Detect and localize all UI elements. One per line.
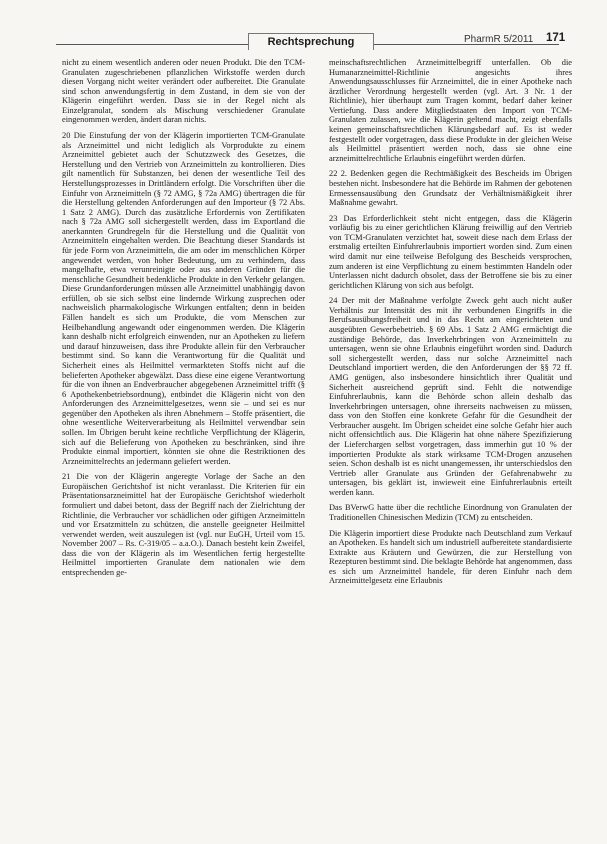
journal-citation: PharmR 5/2011 xyxy=(464,34,534,45)
paragraph: Das BVerwG hatte über die rechtliche Einordnung von Granulaten der Traditionellen Chinesischen Medizin (TCM) zu entscheiden. xyxy=(329,503,572,523)
body-columns xyxy=(62,58,572,833)
paragraph: 20 Die Einstufung der von der Klägerin importierten TCM-Granulate als Arzneimittel und nicht lediglich als Vorprodukte zu einem Arzneimittel gebietet auch der Schutzzweck des Gesetzes, die Herstellung und den Vertrieb von Arzneimitteln zu kontrollieren. Dies gilt namentlich für Substanzen, bei denen der wesentliche Teil des Herstellungsprozesses in Drittländern erfolgt. Die Vorschriften über die Einfuhr von Arzneimitteln (§ 72 AMG, § 72a AMG) übertragen die für die Herstellung geltenden Anforderungen auf den Importeur (§ 72 Abs. 1 Satz 2 AMG). Durch das zusätzliche Erfordernis von Zertifikaten nach § 72a AMG soll sichergestellt werden, dass im Exportland die anerkannten Grundregeln für die Herstellung und die Qualität von Arzneimitteln eingehalten werden. Die Beachtung dieser Standards ist für jede Form von Arzneimitteln, die am oder im menschlichen Körper angewendet werden, von hoher Bedeutung, um zu verhindern, dass mangelhafte, etwa verunreinigte oder aus anderen Gründen für die menschliche Gesundheit bedenkliche Produkte in den Verkehr gelangen. Diese Grundanforderungen müssen alle Arzneimittel unabhängig davon erfüllen, ob sie sich selbst eine lindernde Wirkung zusprechen oder nachweislich pharmakologische Wirkungen entfalten; denn in beiden Fällen handelt es sich um Produkte, die vom Menschen zur Heilbehandlung angewandt oder eingenommen werden. Die Klägerin kann deshalb nicht erfolgreich einwenden, nur an Apotheken zu liefern und darauf hinzuweisen, dass ihre Produkte allein für den Verbraucher bestimmt sind. So kann die Verantwortung für die Qualität und Sicherheit eines als Heilmittel vermarkteten Stoffs nicht auf die belieferten Apotheker abgewälzt. Dass diese eine eigene Verantwortung für die von ihnen an Endverbraucher abgegebenen Arzneimittel trifft (§ 6 Apothekenbetriebsordnung), entbindet die Klägerin nicht von den Anforderungen des Arzneimittelgesetzes, wenn sie – und sei es nur gegenüber den Apotheken als ihren Abnehmern – Stoffe präsentiert, die ohne wesentliche Weiterverarbeitung als Heilmittel verwendbar sein sollen. Im Übrigen beruht keine rechtliche Verpflichtung der Klägerin, sich auf die Belieferung von Apotheken zu beschränken, sind ihre Produkte einmal importiert, könnten sie ohne die Restriktionen des Arzneimittelrechts an jedermann geliefert werden. xyxy=(62,131,305,466)
page-header xyxy=(0,28,607,50)
paragraph: 24 Der mit der Maßnahme verfolgte Zweck geht auch nicht außer Verhältnis zur Intensität des mit ihr verbundenen Eingriffs in die Berufsausübungsfreiheit und in das Recht am eingerichteten und ausgeübten Gewerbebetrieb. § 69 Abs. 1 Satz 2 AMG ermächtigt die zuständige Behörde, das Inverkehrbringen von Arzneimitteln zu untersagen, wenn sie ohne Erlaubnis eingeführt worden sind. Dadurch soll sichergestellt werden, dass nur solche Arzneimittel nach Deutschland importiert werden, die den Anforderungen der §§ 72 ff. AMG genügen, also insbesondere hinsichtlich ihrer Qualität und Sicherheit ausreichend geprüft sind. Fehlt die notwendige Einfuhrerlaubnis, kann die Behörde schon allein deshalb das Inverkehrbringen untersagen, ohne ihrerseits nachweisen zu müssen, dass von den Stoffen eine konkrete Gefahr für die Gesundheit der Verbraucher ausgeht. Im Übrigen scheidet eine solche Gefahr hier auch nicht offensichtlich aus. Die Klägerin hat ohne nähere Spezifizierung der Lieferchargen selbst vorgetragen, dass immerhin gut 10 % der importierten Produkte als stark wirksame TCM-Drogen anzusehen seien. Schon deshalb ist es nicht unangemessen, ihr unterschiedslos den Vertrieb aller Granulate aus Gründen der Gefahrenabwehr zu untersagen, bis geklärt ist, inwieweit eine Einfuhrerlaubnis erteilt werden kann. xyxy=(329,296,572,497)
paragraph: 23 Das Erforderlichkeit steht nicht entgegen, dass die Klägerin vorläufig bis zu einer gerichtlichen Klärung freiwillig auf den Vertrieb von TCM-Granulaten verzichtet hat, soweit diese nach dem Erlass der erstmalig erteilten Einfuhrerlaubnis importiert worden sind. Zum einen wird damit nur eine teilweise Befolgung des Bescheids versprochen, zum anderen ist eine Verpflichtung zu einem bestimmten Handeln oder Unterlassen nicht dadurch obsolet, dass der Betroffene sie bis zu einer gerichtlichen Klärung von sich aus befolgt. xyxy=(329,213,572,290)
paragraph: 22 2. Bedenken gegen die Rechtmäßigkeit des Bescheids im Übrigen bestehen nicht. Insbesondere hat die Behörde im Rahmen der gebotenen Ermessensausübung den Grundsatz der Verhältnismäßigkeit ihrer Maßnahme gewahrt. xyxy=(329,169,572,208)
paragraph: meinschaftsrechtlichen Arzneimittelbegriff unterfallen. Ob die Humanarzneimittel-Richtlinie angesichts ihres Anwendungsausschlusses für Arzneimittel, die in einer Apotheke nach ärztlicher Verordnung hergestellt werden (vgl. Art. 3 Nr. 1 der Richtlinie), hier überhaupt zum Tragen kommt, bedarf daher keiner Vertiefung. Dass andere Mitgliedstaaten den Import von TCM-Granulaten zulassen, wie die Klägerin geltend macht, zeigt ebenfalls keinen gemeinschaftsrechtlichen Klärungsbedarf auf. Es ist weder festgestellt oder vorgetragen, dass diese Produkte in der gleichen Weise als Heilmittel präsentiert werden noch, dass sie ohne eine arzneimittelrechtliche Erlaubnis eingeführt werden dürfen. xyxy=(329,58,572,163)
paragraph: Die Klägerin importiert diese Produkte nach Deutschland zum Verkauf an Apotheken. Es handelt sich um industriell aufbereitete standardisierte Extrakte aus Kräutern und Gewürzen, die zur Herstellung von Rezepturen bestimmt sind. Die beklagte Behörde hat angenommen, dass es sich um Arzneimittel handele, für deren Einfuhr nach dem Arzneimittelgesetz eine Erlaubnis xyxy=(329,528,572,586)
section-title: Rechtsprechung xyxy=(248,33,374,50)
left-column xyxy=(62,58,305,833)
page-number: 171 xyxy=(546,32,566,44)
paragraph: 21 Die von der Klägerin angeregte Vorlage der Sache an den Europäischen Gerichtshof ist nicht veranlasst. Die Kriterien für ein Präsentationsarzneimittel hat der Europäische Gerichtshof wiederholt formuliert und dabei betont, dass der Begriff nach der Zielrichtung der Richtlinie, die Verbraucher vor schädlichen oder giftigen Arzneimitteln und vor Ersatzmitteln zu schützen, die anstelle geeigneter Heilmittel verwendet werden, weit auszulegen ist (vgl. nur EuGH, Urteil vom 15. November 2007 – Rs. C-319/05 – a.a.O.). Danach besteht kein Zweifel, dass die von der Klägerin als im Wesentlichen fertig hergestellte Heilmittel importierten Granulate dem nationalen wie dem entsprechenden ge- xyxy=(62,472,305,578)
right-column xyxy=(329,58,572,833)
paragraph: nicht zu einem wesentlich anderen oder neuen Produkt. Die den TCM-Granulaten zugeschriebenen pflanzlichen Wirkstoffe werden durch diesen Vorgang nicht weiter verändert oder aufbereitet. Die Granulate sind schon anwendungsfertig in dem Zustand, in dem sie von der Klägerin eingeführt werden. Dass sie in der Regel nicht als Einzelgranulat, sondern als Mischung verschiedener Granulate eingenommen werden, ändert daran nichts. xyxy=(62,58,305,125)
